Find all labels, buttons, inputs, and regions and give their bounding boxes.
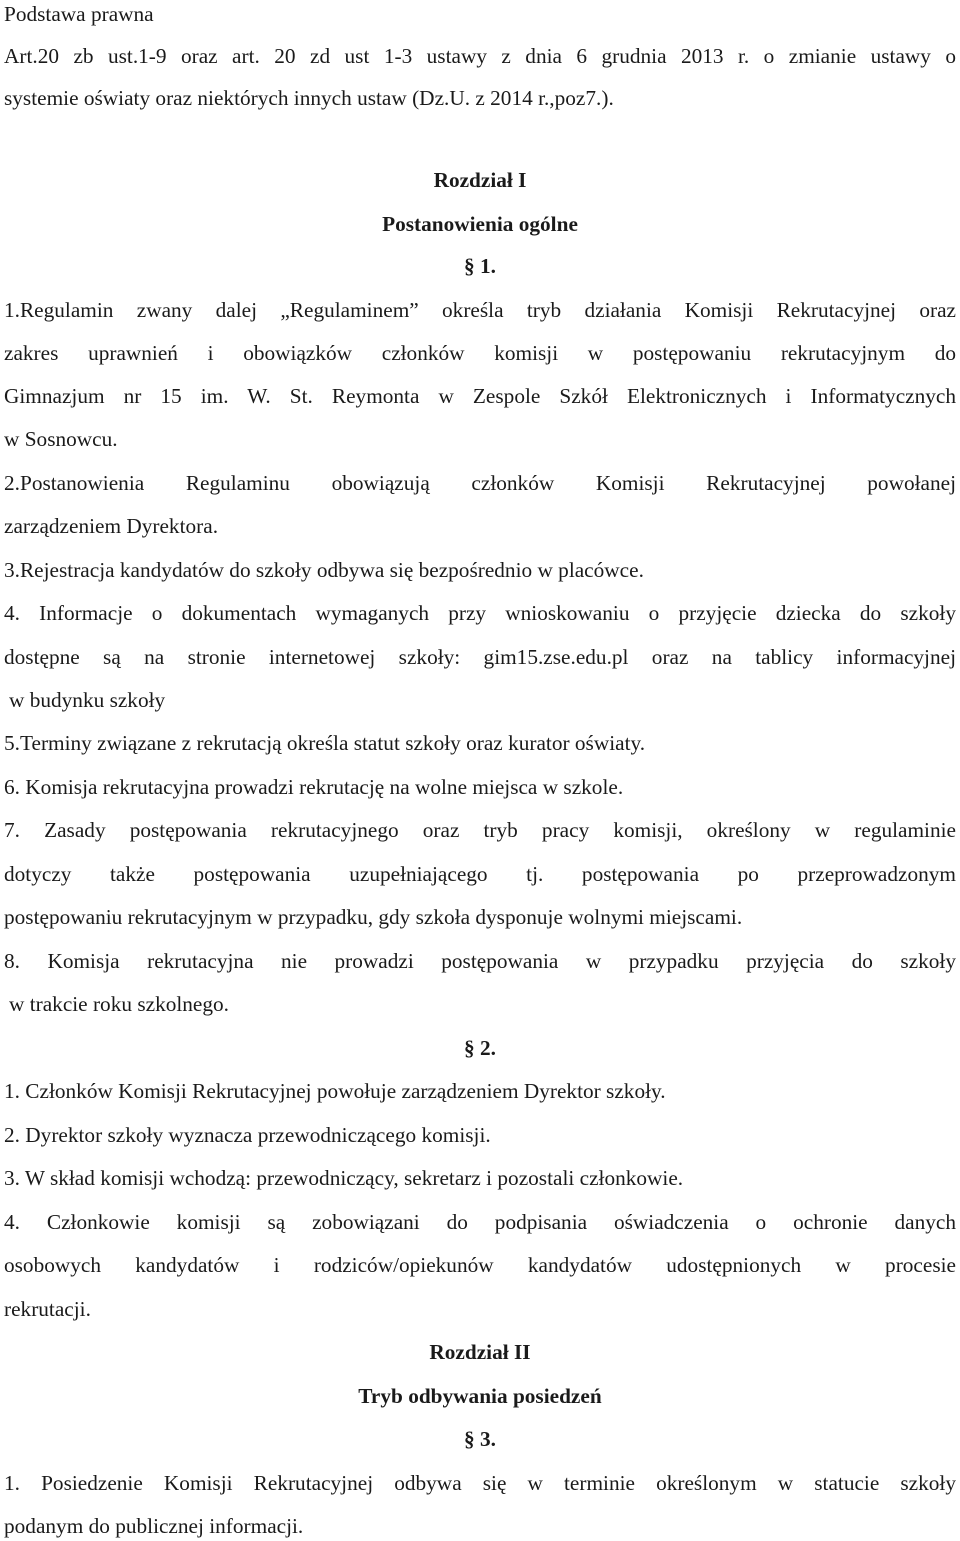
- paragraph-line: w trakcie roku szkolnego.: [9, 992, 229, 1016]
- paragraph-line: 1. Członków Komisji Rekrutacyjnej powołuje zarządzeniem Dyrektor szkoły.: [4, 1079, 666, 1103]
- paragraph-line: zakres uprawnień i obowiązków członków komisji w postępowaniu rekrutacyjnym do: [4, 343, 956, 365]
- chapter-subheading: Postanowienia ogólne: [382, 212, 578, 236]
- paragraph-line: 4. Informacje o dokumentach wymaganych przy wnioskowaniu o przyjęcie dziecka do szkoły: [4, 603, 956, 625]
- section-number: § 3.: [464, 1427, 496, 1451]
- paragraph-line: rekrutacji.: [4, 1297, 91, 1321]
- paragraph-line: w Sosnowcu.: [4, 427, 118, 451]
- paragraph-line: 2. Dyrektor szkoły wyznacza przewodniczącego komisji.: [4, 1123, 491, 1147]
- chapter-subheading: Tryb odbywania posiedzeń: [358, 1384, 602, 1408]
- paragraph-line: dotyczy także postępowania uzupełniającego tj. postępowania po przeprowadzonym: [4, 864, 956, 886]
- chapter-heading: Rozdział II: [429, 1340, 531, 1364]
- paragraph-line: Gimnazjum nr 15 im. W. St. Reymonta w Zespole Szkół Elektronicznych i Informatycznych: [4, 386, 956, 408]
- section-number: § 2.: [464, 1036, 496, 1060]
- paragraph-line: 4. Członkowie komisji są zobowiązani do podpisania oświadczenia o ochronie danych: [4, 1212, 956, 1234]
- legal-basis-line: Art.20 zb ust.1-9 oraz art. 20 zd ust 1-3 ustawy z dnia 6 grudnia 2013 r. o zmianie ustawy o: [4, 46, 956, 68]
- paragraph-line: 8. Komisja rekrutacyjna nie prowadzi postępowania w przypadku przyjęcia do szkoły: [4, 951, 956, 973]
- paragraph-line: 3.Rejestracja kandydatów do szkoły odbywa się bezpośrednio w placówce.: [4, 558, 644, 582]
- paragraph-line: postępowaniu rekrutacyjnym w przypadku, gdy szkoła dysponuje wolnymi miejscami.: [4, 905, 743, 929]
- paragraph-line: 5.Terminy związane z rekrutacją określa statut szkoły oraz kurator oświaty.: [4, 731, 646, 755]
- legal-basis-line: systemie oświaty oraz niektórych innych ustaw (Dz.U. z 2014 r.,poz7.).: [4, 86, 614, 110]
- paragraph-line: zarządzeniem Dyrektora.: [4, 514, 219, 538]
- paragraph-line: 1. Posiedzenie Komisji Rekrutacyjnej odbywa się w terminie określonym w statucie szkoły: [4, 1473, 956, 1495]
- paragraph-line: 6. Komisja rekrutacyjna prowadzi rekrutację na wolne miejsca w szkole.: [4, 775, 624, 799]
- legal-basis-title: Podstawa prawna: [4, 2, 154, 26]
- paragraph-line: dostępne są na stronie internetowej szkoły: gim15.zse.edu.pl oraz na tablicy informacyjnej: [4, 647, 956, 669]
- paragraph-line: 3. W skład komisji wchodzą: przewodniczący, sekretarz i pozostali członkowie.: [4, 1166, 684, 1190]
- paragraph-line: 1.Regulamin zwany dalej „Regulaminem” określa tryb działania Komisji Rekrutacyjnej oraz: [4, 300, 956, 322]
- paragraph-line: 2.Postanowienia Regulaminu obowiązują członków Komisji Rekrutacyjnej powołanej: [4, 473, 956, 495]
- section-number: § 1.: [464, 254, 496, 278]
- paragraph-line: 7. Zasady postępowania rekrutacyjnego oraz tryb pracy komisji, określony w regulaminie: [4, 820, 956, 842]
- paragraph-line: osobowych kandydatów i rodziców/opiekunów kandydatów udostępnionych w procesie: [4, 1255, 956, 1277]
- chapter-heading: Rozdział I: [433, 168, 527, 192]
- paragraph-line: w budynku szkoły: [9, 688, 166, 712]
- paragraph-line: podanym do publicznej informacji.: [4, 1514, 304, 1538]
